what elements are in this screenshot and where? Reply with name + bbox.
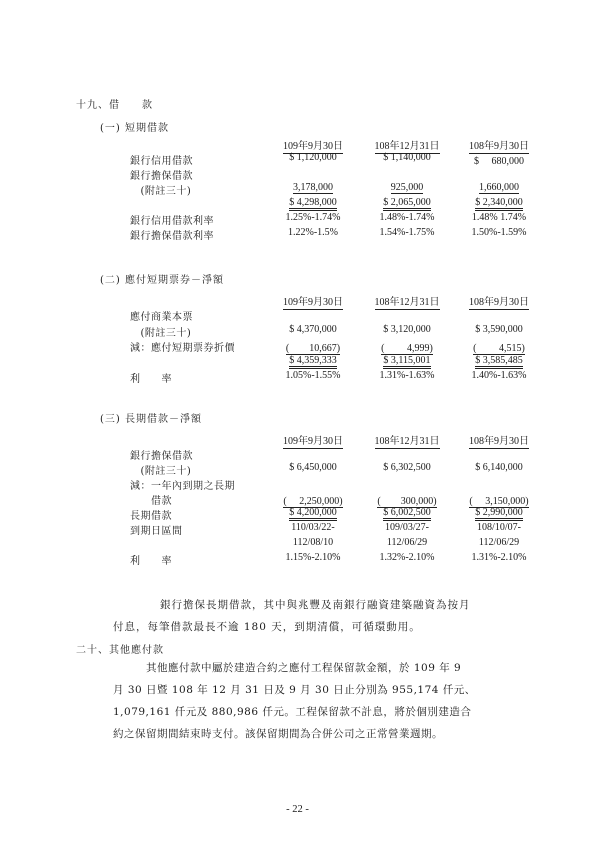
cell-value: 1.48% 1.74% bbox=[471, 212, 527, 223]
cell-value: 1.48%-1.74% bbox=[379, 212, 435, 223]
short-term-loans-title: (一) 短期借款 bbox=[100, 123, 169, 134]
table-row bbox=[130, 167, 550, 182]
table-cell bbox=[272, 339, 354, 354]
row-label: (附註三十) bbox=[130, 327, 192, 339]
table-cell bbox=[458, 324, 540, 335]
cell-value: $ 2,065,000 bbox=[383, 197, 431, 211]
table-cell bbox=[366, 537, 448, 548]
table-row bbox=[130, 492, 550, 507]
row-label: 減：應付短期票券折價 bbox=[130, 343, 235, 354]
table-row bbox=[130, 477, 550, 492]
long-term-loans-title: (三) 長期借款－淨額 bbox=[100, 414, 202, 425]
table-cell bbox=[458, 522, 540, 533]
table-header-row bbox=[130, 432, 550, 447]
cell-value: $ 6,140,000 bbox=[475, 462, 523, 473]
cell-value: 1.32%-2.10% bbox=[379, 552, 435, 563]
row-label: 利 率 bbox=[130, 556, 172, 567]
table-cell bbox=[272, 212, 354, 223]
table-cell bbox=[458, 152, 540, 167]
row-label: 應付商業本票 bbox=[130, 312, 193, 323]
page-number: - 22 - bbox=[286, 804, 309, 815]
cell-value: $ 3,590,000 bbox=[475, 323, 523, 335]
cell-value: $ 3,120,000 bbox=[383, 323, 431, 335]
row-label: 減：一年內到期之長期 bbox=[130, 481, 235, 492]
table-row bbox=[130, 182, 550, 197]
commercial-paper-table bbox=[130, 293, 550, 386]
table-cell bbox=[272, 507, 354, 518]
cell-value: ( 300,000) bbox=[377, 496, 437, 507]
cell-value: ( 4,999) bbox=[381, 343, 433, 354]
table-cell bbox=[458, 339, 540, 354]
table-header-row bbox=[130, 137, 550, 152]
table-row bbox=[130, 370, 550, 386]
table-row bbox=[130, 522, 550, 537]
table-cell bbox=[366, 507, 448, 518]
column-header: 108年12月31日 bbox=[374, 141, 440, 152]
table-cell bbox=[458, 537, 540, 548]
table-row bbox=[130, 308, 550, 324]
section-19-title: 十九、借 款 bbox=[76, 100, 153, 111]
cell-value: $ 6,002,500 bbox=[383, 507, 431, 521]
section-20-title: 二十、其他應付款 bbox=[76, 645, 164, 656]
table-cell bbox=[272, 492, 354, 507]
other-payables-paragraph bbox=[113, 657, 558, 745]
cell-value: $ 6,302,500 bbox=[383, 462, 431, 473]
cell-value: 1.22%-1.5% bbox=[288, 227, 338, 238]
table-cell bbox=[272, 324, 354, 335]
column-header: 108年12月31日 bbox=[374, 297, 440, 308]
table-cell bbox=[458, 492, 540, 507]
row-label: 銀行信用借款 bbox=[130, 156, 193, 167]
cell-value: ( 2,250,000) bbox=[283, 496, 343, 507]
row-label: 利 率 bbox=[130, 374, 172, 385]
cell-value: ( 4,515) bbox=[473, 343, 525, 354]
commercial-paper-title: (二) 應付短期票券－淨額 bbox=[100, 275, 224, 286]
column-header: 109年9月30日 bbox=[283, 141, 343, 152]
cell-value: $ 4,298,000 bbox=[289, 197, 337, 211]
cell-value: 1.40%-1.63% bbox=[471, 370, 527, 381]
cell-value: 110/03/22- bbox=[291, 522, 335, 533]
table-row bbox=[130, 324, 550, 340]
paragraph-line: 1,079,161 仟元及 880,986 仟元。工程保留款不計息，將於個別建造合 bbox=[113, 706, 472, 718]
table-cell bbox=[458, 462, 540, 473]
cell-value: 1.05%-1.55% bbox=[285, 370, 341, 381]
column-header: 108年9月30日 bbox=[469, 141, 529, 152]
table-cell bbox=[458, 355, 540, 366]
cell-value: 3,178,000 bbox=[293, 182, 333, 193]
table-cell bbox=[458, 507, 540, 518]
column-header: 109年9月30日 bbox=[283, 436, 343, 447]
table-cell bbox=[458, 197, 540, 208]
table-cell bbox=[366, 197, 448, 208]
row-label: 借款 bbox=[130, 496, 172, 507]
row-label: 銀行擔保借款 bbox=[130, 171, 193, 182]
table-cell bbox=[366, 462, 448, 473]
cell-value: ( 10,667) bbox=[285, 343, 341, 354]
cell-value: 1,660,000 bbox=[479, 182, 519, 193]
table-row bbox=[130, 152, 550, 167]
column-header: 108年12月31日 bbox=[374, 436, 440, 447]
table-cell bbox=[366, 370, 448, 381]
cell-value: 1.31%-1.63% bbox=[379, 370, 435, 381]
cell-value: 1.31%-2.10% bbox=[471, 552, 527, 563]
table-row bbox=[130, 227, 550, 242]
cell-value: $ 4,370,000 bbox=[289, 323, 337, 335]
long-term-loans-table bbox=[130, 432, 550, 567]
cell-value: 1.15%-2.10% bbox=[285, 552, 341, 563]
table-row bbox=[130, 355, 550, 371]
table-cell bbox=[272, 462, 354, 473]
cell-value: 112/06/29 bbox=[478, 537, 520, 548]
cell-value: $ 3,115,001 bbox=[383, 355, 430, 369]
table-cell bbox=[272, 522, 354, 533]
loan-note-line-1: 銀行擔保長期借款，其中與兆豐及南銀行融資建築融資為按月 bbox=[160, 599, 471, 611]
table-cell bbox=[366, 182, 448, 193]
loan-note-line-2: 付息，每筆借款最長不逾 180 天，到期清償，可循環動用。 bbox=[113, 621, 421, 633]
table-cell bbox=[366, 522, 448, 533]
table-cell bbox=[272, 152, 354, 163]
paragraph-line: 約之保留期間結束時支付。該保留期間為合併公司之正常營業週期。 bbox=[113, 728, 443, 740]
cell-value: $ 680,000 bbox=[474, 156, 524, 167]
table-cell bbox=[272, 355, 354, 366]
table-cell bbox=[272, 182, 354, 193]
short-term-loans-table bbox=[130, 137, 550, 242]
table-cell bbox=[458, 182, 540, 193]
table-cell bbox=[366, 355, 448, 366]
table-cell bbox=[272, 197, 354, 208]
table-cell bbox=[366, 212, 448, 223]
table-cell bbox=[366, 324, 448, 335]
cell-value: 1.25%-1.74% bbox=[285, 212, 341, 223]
table-cell bbox=[366, 492, 448, 507]
table-row bbox=[130, 537, 550, 552]
cell-value: 112/06/29 bbox=[386, 537, 428, 548]
column-header: 109年9月30日 bbox=[283, 297, 343, 308]
table-row bbox=[130, 197, 550, 212]
row-label: (附註三十) bbox=[130, 466, 192, 477]
cell-value: $ 3,585,485 bbox=[475, 355, 523, 369]
cell-value: $ 2,990,000 bbox=[475, 507, 523, 521]
cell-value: $ 2,340,000 bbox=[475, 197, 523, 211]
paragraph-line: 月 30 日暨 108 年 12 月 31 日及 9 月 30 日止分別為 955,174 仟元、 bbox=[113, 684, 476, 696]
table-cell bbox=[366, 552, 448, 563]
table-row bbox=[130, 339, 550, 355]
table-row bbox=[130, 507, 550, 522]
table-cell bbox=[272, 537, 354, 548]
cell-value: ( 3,150,000) bbox=[469, 496, 529, 507]
table-cell bbox=[458, 552, 540, 563]
table-cell bbox=[458, 370, 540, 381]
table-cell bbox=[366, 152, 448, 163]
row-label: (附註三十) bbox=[130, 186, 192, 197]
table-header-row bbox=[130, 293, 550, 308]
table-cell bbox=[458, 212, 540, 223]
column-header: 108年9月30日 bbox=[469, 297, 529, 308]
cell-value: $ 6,450,000 bbox=[289, 462, 337, 473]
cell-value: $ 1,140,000 bbox=[383, 152, 431, 163]
table-row bbox=[130, 462, 550, 477]
cell-value: 925,000 bbox=[390, 182, 424, 193]
cell-value: 1.54%-1.75% bbox=[379, 227, 435, 238]
cell-value: 108/10/07- bbox=[477, 522, 521, 533]
table-cell bbox=[272, 552, 354, 563]
row-label: 銀行擔保借款利率 bbox=[130, 231, 214, 242]
cell-value: 112/08/10 bbox=[292, 537, 334, 548]
paragraph-line: 其他應付款中屬於建造合約之應付工程保留款金額，於 109 年 9 bbox=[146, 662, 462, 674]
cell-value: $ 4,200,000 bbox=[289, 507, 337, 521]
table-cell bbox=[272, 370, 354, 381]
table-cell bbox=[366, 227, 448, 238]
cell-value: $ 1,120,000 bbox=[289, 152, 337, 163]
row-label: 銀行信用借款利率 bbox=[130, 216, 214, 227]
table-cell bbox=[458, 227, 540, 238]
table-row bbox=[130, 212, 550, 227]
row-label: 到期日區間 bbox=[130, 526, 183, 537]
cell-value: $ 4,359,333 bbox=[289, 355, 337, 369]
table-cell bbox=[272, 227, 354, 238]
row-label: 銀行擔保借款 bbox=[130, 451, 193, 462]
row-label: 長期借款 bbox=[130, 511, 172, 522]
column-header: 108年9月30日 bbox=[469, 436, 529, 447]
table-cell bbox=[366, 339, 448, 354]
cell-value: 109/03/27- bbox=[385, 522, 429, 533]
table-row bbox=[130, 552, 550, 567]
table-row bbox=[130, 447, 550, 462]
cell-value: 1.50%-1.59% bbox=[471, 227, 527, 238]
